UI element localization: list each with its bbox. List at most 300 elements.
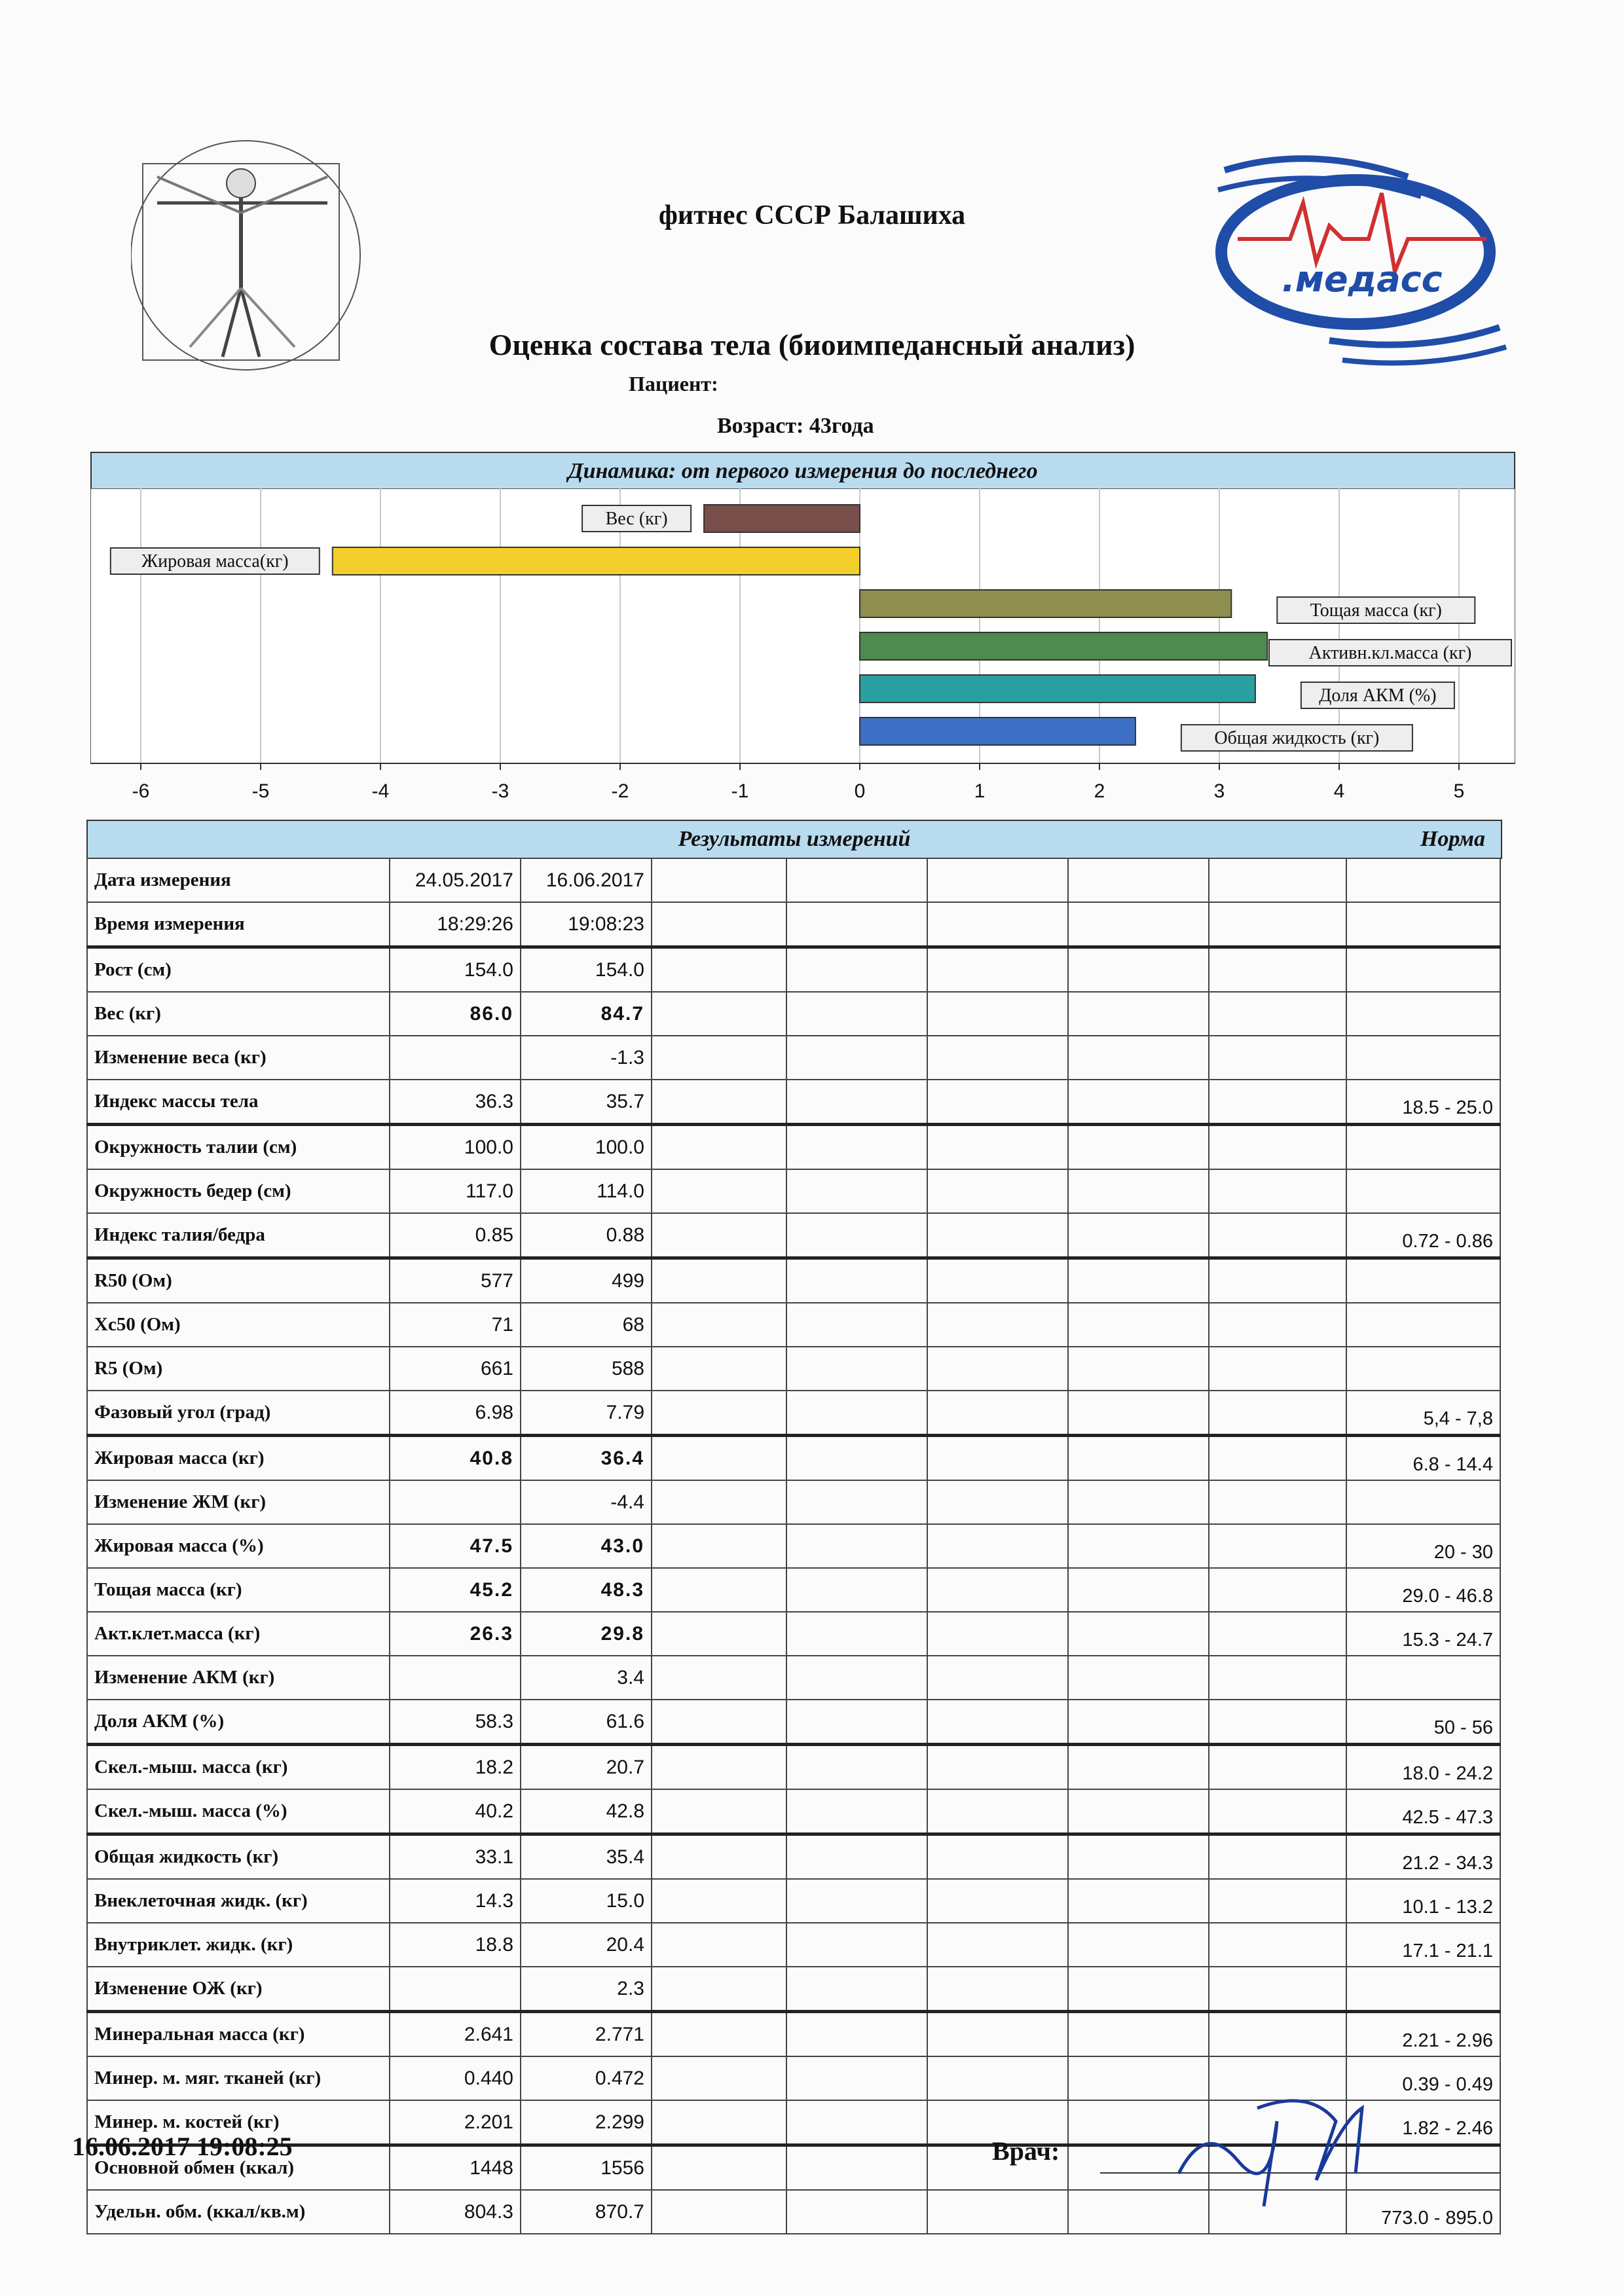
norm-range: 5,4 - 7,8 — [1346, 1391, 1500, 1436]
empty-cell — [1068, 1169, 1209, 1213]
empty-cell — [652, 1568, 786, 1612]
x-tick-label: -2 — [611, 780, 629, 802]
empty-cell — [652, 1700, 786, 1745]
empty-cell — [786, 992, 927, 1036]
value-measurement-2: 3.4 — [521, 1656, 652, 1700]
row-label: Скел.-мыш. масса (%) — [87, 1789, 390, 1834]
row-label: Общая жидкость (кг) — [87, 1834, 390, 1880]
x-tick-label: -6 — [132, 780, 150, 802]
empty-cell — [786, 1656, 927, 1700]
bar — [704, 505, 860, 532]
row-label: Xc50 (Ом) — [87, 1303, 390, 1347]
value-measurement-1: 154.0 — [390, 947, 521, 993]
value-measurement-1: 36.3 — [390, 1080, 521, 1125]
empty-cell — [1209, 1213, 1346, 1258]
empty-cell — [652, 1258, 786, 1303]
norm-range — [1346, 1258, 1500, 1303]
x-tick-label: 3 — [1213, 780, 1225, 802]
empty-cell — [786, 1125, 927, 1170]
empty-cell — [1209, 1347, 1346, 1391]
row-label: Минер. м. мяг. тканей (кг) — [87, 2056, 390, 2100]
empty-cell — [652, 1391, 786, 1436]
empty-cell — [1209, 1258, 1346, 1303]
value-measurement-1: 26.3 — [390, 1612, 521, 1656]
result-row — [87, 858, 1500, 902]
empty-cell — [1209, 1436, 1346, 1481]
value-measurement-1: 18.2 — [390, 1745, 521, 1790]
value-measurement-2: 36.4 — [521, 1436, 652, 1481]
bar — [860, 675, 1255, 702]
row-label: Доля АКМ (%) — [87, 1700, 390, 1745]
row-label: Жировая масса (кг) — [87, 1436, 390, 1481]
row-label: Изменение веса (кг) — [87, 1036, 390, 1080]
value-measurement-1: 24.05.2017 — [390, 858, 521, 902]
bar-label: Вес (кг) — [605, 509, 668, 529]
row-label: R50 (Ом) — [87, 1258, 390, 1303]
empty-cell — [927, 1391, 1068, 1436]
empty-cell — [1209, 2012, 1346, 2057]
empty-cell — [786, 1700, 927, 1745]
value-measurement-1: 0.440 — [390, 2056, 521, 2100]
result-row — [87, 1568, 1500, 1612]
empty-cell — [1209, 1789, 1346, 1834]
empty-cell — [1068, 1347, 1209, 1391]
result-row — [87, 1834, 1500, 1880]
empty-cell — [1209, 1524, 1346, 1568]
empty-cell — [927, 1036, 1068, 1080]
x-tick-label: 4 — [1333, 780, 1345, 802]
row-label: Дата измерения — [87, 858, 390, 902]
value-measurement-2: 15.0 — [521, 1879, 652, 1923]
x-tick-label: 2 — [1094, 780, 1105, 802]
row-label: Изменение ЖМ (кг) — [87, 1480, 390, 1524]
empty-cell — [652, 1789, 786, 1834]
x-tick-label: -1 — [731, 780, 749, 802]
norm-range — [1346, 1480, 1500, 1524]
empty-cell — [1068, 947, 1209, 993]
norm-header: Норма — [1420, 827, 1485, 851]
empty-cell — [1068, 902, 1209, 947]
empty-cell — [927, 1347, 1068, 1391]
value-measurement-1: 40.2 — [390, 1789, 521, 1834]
norm-range: 18.0 - 24.2 — [1346, 1745, 1500, 1790]
bar — [860, 718, 1135, 745]
norm-range — [1346, 1036, 1500, 1080]
value-measurement-1: 86.0 — [390, 992, 521, 1036]
x-tick-label: -3 — [491, 780, 509, 802]
result-row — [87, 1169, 1500, 1213]
empty-cell — [927, 1700, 1068, 1745]
value-measurement-2: 154.0 — [521, 947, 652, 993]
result-row — [87, 1080, 1500, 1125]
norm-range: 15.3 - 24.7 — [1346, 1612, 1500, 1656]
value-measurement-1: 40.8 — [390, 1436, 521, 1481]
empty-cell — [927, 1303, 1068, 1347]
bar — [333, 547, 860, 575]
empty-cell — [1209, 1303, 1346, 1347]
empty-cell — [1068, 1834, 1209, 1880]
empty-cell — [1068, 1258, 1209, 1303]
empty-cell — [1068, 1303, 1209, 1347]
result-row — [87, 2012, 1500, 2057]
empty-cell — [927, 1612, 1068, 1656]
result-row — [87, 902, 1500, 947]
norm-range — [1346, 992, 1500, 1036]
empty-cell — [927, 1923, 1068, 1967]
empty-cell — [1209, 1967, 1346, 2012]
result-row — [87, 1258, 1500, 1303]
value-measurement-1 — [390, 1036, 521, 1080]
row-label: Изменение ОЖ (кг) — [87, 1967, 390, 2012]
value-measurement-2: 870.7 — [521, 2190, 652, 2234]
empty-cell — [1068, 1612, 1209, 1656]
value-measurement-2: 42.8 — [521, 1789, 652, 1834]
norm-range: 1.82 - 2.46 — [1346, 2100, 1500, 2145]
row-label: Основной обмен (ккал) — [87, 2145, 390, 2191]
row-label: Индекс талия/бедра — [87, 1213, 390, 1258]
empty-cell — [786, 1036, 927, 1080]
empty-cell — [1209, 1656, 1346, 1700]
empty-cell — [927, 2190, 1068, 2234]
value-measurement-2: -1.3 — [521, 1036, 652, 1080]
result-row — [87, 1700, 1500, 1745]
empty-cell — [1068, 1036, 1209, 1080]
norm-range — [1346, 1967, 1500, 2012]
empty-cell — [1068, 1879, 1209, 1923]
result-row — [87, 1745, 1500, 1790]
empty-cell — [652, 947, 786, 993]
patient-label: Пациент: — [629, 372, 718, 395]
empty-cell — [786, 1524, 927, 1568]
norm-range: 773.0 - 895.0 — [1346, 2190, 1500, 2234]
row-label: Индекс массы тела — [87, 1080, 390, 1125]
row-label: Рост (см) — [87, 947, 390, 993]
value-measurement-1: 2.641 — [390, 2012, 521, 2057]
row-label: Акт.клет.масса (кг) — [87, 1612, 390, 1656]
results-title: Результаты измерений — [678, 827, 911, 851]
norm-range — [1346, 1169, 1500, 1213]
empty-cell — [927, 902, 1068, 947]
empty-cell — [786, 1436, 927, 1481]
results-title-band — [86, 820, 1502, 859]
row-label: Вес (кг) — [87, 992, 390, 1036]
value-measurement-1: 14.3 — [390, 1879, 521, 1923]
empty-cell — [1068, 1656, 1209, 1700]
empty-cell — [652, 1169, 786, 1213]
x-tick-label: -4 — [371, 780, 390, 802]
empty-cell — [927, 858, 1068, 902]
empty-cell — [786, 1169, 927, 1213]
bar-label: Активн.кл.масса (кг) — [1308, 643, 1472, 663]
empty-cell — [927, 1258, 1068, 1303]
empty-cell — [1209, 992, 1346, 1036]
empty-cell — [1209, 1036, 1346, 1080]
result-row — [87, 1213, 1500, 1258]
result-row — [87, 1391, 1500, 1436]
empty-cell — [652, 1923, 786, 1967]
row-label: Окружность талии (см) — [87, 1125, 390, 1170]
empty-cell — [1209, 1568, 1346, 1612]
value-measurement-1: 18:29:26 — [390, 902, 521, 947]
empty-cell — [927, 1480, 1068, 1524]
empty-cell — [652, 1303, 786, 1347]
report-title: Оценка состава тела (биоимпедансный анализ) — [489, 328, 1135, 361]
value-measurement-2: 1556 — [521, 2145, 652, 2191]
result-row — [87, 1347, 1500, 1391]
empty-cell — [927, 1834, 1068, 1880]
empty-cell — [927, 1213, 1068, 1258]
value-measurement-2: 61.6 — [521, 1700, 652, 1745]
x-tick-label: 5 — [1453, 780, 1465, 802]
empty-cell — [1209, 1879, 1346, 1923]
result-row — [87, 1923, 1500, 1967]
empty-cell — [786, 2100, 927, 2145]
result-row — [87, 947, 1500, 993]
chart-title: Динамика: от первого измерения до последнего — [568, 459, 1038, 483]
result-row — [87, 992, 1500, 1036]
empty-cell — [1068, 1125, 1209, 1170]
empty-cell — [927, 1789, 1068, 1834]
empty-cell — [652, 1125, 786, 1170]
print-timestamp: 16.06.2017 19:08:25 — [72, 2132, 293, 2161]
norm-range: 17.1 - 21.1 — [1346, 1923, 1500, 1967]
empty-cell — [927, 2012, 1068, 2057]
value-measurement-2: 0.88 — [521, 1213, 652, 1258]
empty-cell — [1068, 1789, 1209, 1834]
value-measurement-2: 0.472 — [521, 2056, 652, 2100]
value-measurement-2: 43.0 — [521, 1524, 652, 1568]
value-measurement-1: 33.1 — [390, 1834, 521, 1880]
empty-cell — [1068, 858, 1209, 902]
age-label: Возраст: 43года — [717, 414, 874, 438]
empty-cell — [927, 2056, 1068, 2100]
bar-label: Тощая масса (кг) — [1310, 600, 1442, 621]
empty-cell — [786, 1879, 927, 1923]
empty-cell — [1068, 992, 1209, 1036]
empty-cell — [927, 1879, 1068, 1923]
norm-range — [1346, 858, 1500, 902]
row-label: Время измерения — [87, 902, 390, 947]
empty-cell — [1209, 1125, 1346, 1170]
row-label: Внеклеточная жидк. (кг) — [87, 1879, 390, 1923]
value-measurement-1: 47.5 — [390, 1524, 521, 1568]
empty-cell — [927, 1080, 1068, 1125]
norm-range: 50 - 56 — [1346, 1700, 1500, 1745]
empty-cell — [1209, 947, 1346, 993]
empty-cell — [1068, 2012, 1209, 2057]
empty-cell — [652, 1612, 786, 1656]
x-tick-label: 0 — [854, 780, 866, 802]
result-row — [87, 1656, 1500, 1700]
result-row — [87, 1125, 1500, 1170]
value-measurement-2: 84.7 — [521, 992, 652, 1036]
empty-cell — [786, 1612, 927, 1656]
logo-text: .медасс — [1282, 259, 1443, 300]
chart-title-band — [90, 452, 1515, 491]
empty-cell — [652, 858, 786, 902]
result-row — [87, 1612, 1500, 1656]
norm-range — [1346, 1303, 1500, 1347]
x-tick-label: -5 — [251, 780, 270, 802]
empty-cell — [786, 858, 927, 902]
value-measurement-1: 804.3 — [390, 2190, 521, 2234]
doctor-signature — [1166, 2082, 1401, 2213]
value-measurement-2: -4.4 — [521, 1480, 652, 1524]
empty-cell — [652, 902, 786, 947]
value-measurement-2: 16.06.2017 — [521, 858, 652, 902]
empty-cell — [1068, 1480, 1209, 1524]
result-row — [87, 1524, 1500, 1568]
empty-cell — [652, 2100, 786, 2145]
empty-cell — [652, 1436, 786, 1481]
empty-cell — [786, 1303, 927, 1347]
value-measurement-2: 20.7 — [521, 1745, 652, 1790]
empty-cell — [652, 1480, 786, 1524]
row-label: Минер. м. костей (кг) — [87, 2100, 390, 2145]
empty-cell — [652, 1834, 786, 1880]
empty-cell — [1068, 1080, 1209, 1125]
value-measurement-2: 2.299 — [521, 2100, 652, 2145]
empty-cell — [652, 992, 786, 1036]
empty-cell — [786, 2145, 927, 2191]
row-label: Скел.-мыш. масса (кг) — [87, 1745, 390, 1790]
empty-cell — [786, 2012, 927, 2057]
row-label: Окружность бедер (см) — [87, 1169, 390, 1213]
empty-cell — [786, 2190, 927, 2234]
value-measurement-2: 2.3 — [521, 1967, 652, 2012]
empty-cell — [927, 992, 1068, 1036]
norm-range — [1346, 1347, 1500, 1391]
value-measurement-2: 35.7 — [521, 1080, 652, 1125]
value-measurement-1: 100.0 — [390, 1125, 521, 1170]
empty-cell — [786, 1347, 927, 1391]
empty-cell — [786, 1391, 927, 1436]
empty-cell — [927, 1967, 1068, 2012]
result-row — [87, 1036, 1500, 1080]
bar-label: Жировая масса(кг) — [141, 551, 289, 572]
empty-cell — [652, 1656, 786, 1700]
empty-cell — [652, 1213, 786, 1258]
value-measurement-1 — [390, 1656, 521, 1700]
row-label: Жировая масса (%) — [87, 1524, 390, 1568]
value-measurement-1: 1448 — [390, 2145, 521, 2191]
norm-range: 21.2 - 34.3 — [1346, 1834, 1500, 1880]
result-row — [87, 1789, 1500, 1834]
empty-cell — [1068, 1967, 1209, 2012]
club-name: фитнес СССР Балашиха — [658, 200, 966, 230]
value-measurement-2: 19:08:23 — [521, 902, 652, 947]
norm-range: 29.0 - 46.8 — [1346, 1568, 1500, 1612]
row-label: Изменение АКМ (кг) — [87, 1656, 390, 1700]
empty-cell — [1068, 1568, 1209, 1612]
results-table — [86, 858, 1501, 2234]
doctor-label: Врач: — [992, 2136, 1060, 2166]
empty-cell — [652, 1524, 786, 1568]
empty-cell — [1209, 902, 1346, 947]
result-row — [87, 1436, 1500, 1481]
value-measurement-2: 114.0 — [521, 1169, 652, 1213]
empty-cell — [927, 1568, 1068, 1612]
empty-cell — [786, 1923, 927, 1967]
x-tick-label: 1 — [974, 780, 986, 802]
empty-cell — [1209, 1391, 1346, 1436]
empty-cell — [786, 1834, 927, 1880]
empty-cell — [786, 947, 927, 993]
value-measurement-1: 577 — [390, 1258, 521, 1303]
value-measurement-1 — [390, 1480, 521, 1524]
empty-cell — [786, 902, 927, 947]
value-measurement-1: 18.8 — [390, 1923, 521, 1967]
value-measurement-2: 499 — [521, 1258, 652, 1303]
empty-cell — [1068, 1524, 1209, 1568]
empty-cell — [652, 1745, 786, 1790]
empty-cell — [652, 1879, 786, 1923]
empty-cell — [927, 947, 1068, 993]
row-label: Фазовый угол (град) — [87, 1391, 390, 1436]
result-row — [87, 1967, 1500, 2012]
empty-cell — [927, 1524, 1068, 1568]
empty-cell — [1209, 1080, 1346, 1125]
bar — [860, 590, 1231, 617]
empty-cell — [786, 1967, 927, 2012]
value-measurement-2: 588 — [521, 1347, 652, 1391]
value-measurement-2: 48.3 — [521, 1568, 652, 1612]
norm-range: 2.21 - 2.96 — [1346, 2012, 1500, 2057]
empty-cell — [1209, 1834, 1346, 1880]
empty-cell — [652, 2145, 786, 2191]
row-label: Минеральная масса (кг) — [87, 2012, 390, 2057]
empty-cell — [1209, 1745, 1346, 1790]
empty-cell — [1068, 1923, 1209, 1967]
value-measurement-1: 45.2 — [390, 1568, 521, 1612]
empty-cell — [1209, 858, 1346, 902]
row-label: Тощая масса (кг) — [87, 1568, 390, 1612]
empty-cell — [786, 1789, 927, 1834]
empty-cell — [786, 1568, 927, 1612]
value-measurement-2: 20.4 — [521, 1923, 652, 1967]
row-label: Удельн. обм. (ккал/кв.м) — [87, 2190, 390, 2234]
empty-cell — [927, 1436, 1068, 1481]
norm-range: 20 - 30 — [1346, 1524, 1500, 1568]
empty-cell — [1209, 1169, 1346, 1213]
empty-cell — [786, 1258, 927, 1303]
bar-label: Доля АКМ (%) — [1319, 685, 1437, 706]
result-row — [87, 1303, 1500, 1347]
empty-cell — [927, 1745, 1068, 1790]
row-label: Внутриклет. жидк. (кг) — [87, 1923, 390, 1967]
empty-cell — [786, 1480, 927, 1524]
empty-cell — [927, 1169, 1068, 1213]
empty-cell — [652, 1036, 786, 1080]
empty-cell — [1068, 1436, 1209, 1481]
empty-cell — [786, 1080, 927, 1125]
row-label: R5 (Ом) — [87, 1347, 390, 1391]
empty-cell — [652, 1347, 786, 1391]
norm-range: 42.5 - 47.3 — [1346, 1789, 1500, 1834]
empty-cell — [1209, 1612, 1346, 1656]
value-measurement-1: 58.3 — [390, 1700, 521, 1745]
norm-range: 18.5 - 25.0 — [1346, 1080, 1500, 1125]
empty-cell — [786, 1745, 927, 1790]
empty-cell — [1209, 1923, 1346, 1967]
empty-cell — [652, 2012, 786, 2057]
value-measurement-2: 68 — [521, 1303, 652, 1347]
empty-cell — [1209, 1480, 1346, 1524]
empty-cell — [1068, 1391, 1209, 1436]
value-measurement-2: 35.4 — [521, 1834, 652, 1880]
empty-cell — [1068, 1213, 1209, 1258]
empty-cell — [652, 2056, 786, 2100]
